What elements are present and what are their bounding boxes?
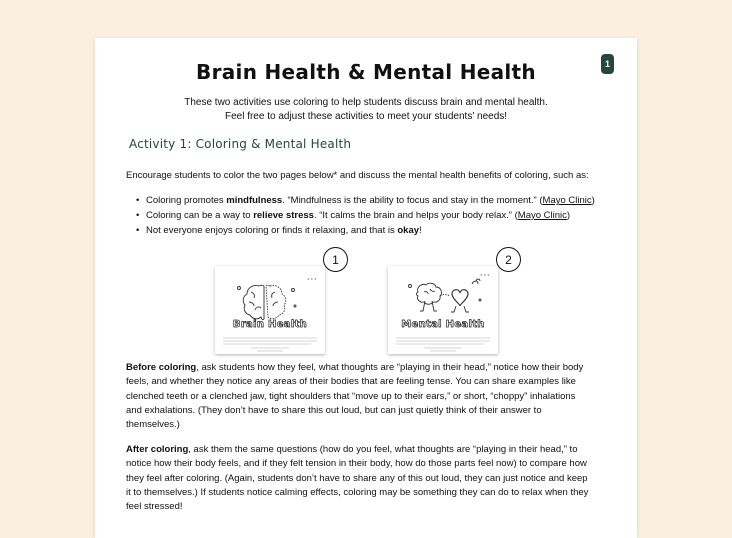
bullet-text: Coloring promotes [146, 195, 227, 206]
page-title: Brain Health & Mental Health [196, 60, 536, 84]
bullet-text: Not everyone enjoys coloring or finds it relaxing, and that is [146, 225, 398, 236]
paragraph-line: notice how their body feels, and if they felt tension in their body, how do those parts feel now) to compare how [126, 458, 587, 470]
paragraph-line: feels, and whether they notice any areas of their bodies that are feeling tense. You can share examples like [126, 376, 576, 388]
paragraph-text: , ask students how they feel, what thoughts are “playing in their head,” notice how their body [196, 362, 584, 373]
before-coloring-paragraph [126, 361, 610, 432]
intro-text [95, 96, 637, 123]
thumbnail-number-badge: 2 [496, 247, 521, 272]
paragraph-line: feel stressed! [126, 501, 183, 513]
activity-heading: Activity 1: Coloring & Mental Health [129, 137, 352, 151]
benefits-list [136, 193, 595, 238]
bullet-text: ! [419, 225, 422, 236]
page-number-badge: 1 [601, 54, 614, 74]
bullet-emphasis: relieve stress [253, 210, 314, 221]
bullet-text: ) [591, 195, 595, 206]
paragraph-line: and exhalations. (They don’t have to share this out loud, but can just quietly think of their answer to [126, 404, 542, 416]
paragraph-line: they feel after coloring. (Again, students don’t have to share any of this out loud, they can just notice and keep [126, 472, 588, 484]
paragraph-line [126, 361, 610, 375]
list-item [136, 193, 595, 208]
source-link-mayo-clinic[interactable]: Mayo Clinic [542, 195, 592, 206]
bullet-text: ) [566, 210, 571, 221]
coloring-page-thumbnail-1[interactable] [215, 266, 325, 354]
paragraph-line [126, 443, 610, 457]
activity-lead: Encourage students to color the two pages below* and discuss the mental health benefits of coloring, such as: [126, 170, 589, 181]
after-coloring-paragraph [126, 443, 610, 514]
svg-text:★ ★ ★: ★ ★ ★ [307, 277, 317, 281]
list-item [136, 223, 595, 238]
coloring-page-thumbnail-2[interactable] [388, 266, 498, 354]
paragraph-line: it to themselves.) If students notice calming effects, coloring may be something they can do to relax when they [126, 486, 589, 498]
paragraph-text: , ask them the same questions (how do you feel, what thoughts are “playing in their head,” to [188, 444, 578, 455]
bullet-emphasis: okay [397, 225, 420, 236]
thumbnail-number-badge: 1 [323, 247, 348, 272]
bullet-emphasis: mindfulness [226, 195, 283, 206]
bullet-text: Coloring can be a way to [146, 210, 254, 221]
thumbnail-title: Brain Health [232, 319, 308, 330]
paragraph-emphasis: Before coloring [126, 362, 197, 373]
brain-heart-illustration-icon [388, 266, 498, 354]
paragraph-line: themselves.) [126, 419, 180, 431]
source-link-mayo-clinic[interactable]: Mayo Clinic [517, 210, 567, 221]
paragraph-line: clenched teeth or a clenched jaw, tight shoulders that “move up to their ears,” or short, “choppy” inhalations [126, 390, 576, 402]
list-item [136, 208, 595, 223]
svg-text:★ ★ ★: ★ ★ ★ [480, 273, 490, 277]
thumbnail-title: Mental Health [401, 319, 485, 330]
intro-line: These two activities use coloring to help students discuss brain and mental health. [184, 97, 548, 108]
document-page [95, 38, 637, 538]
paragraph-emphasis: After coloring [126, 444, 189, 455]
bullet-text: . “Mindfulness is the ability to focus and stay in the moment.” ( [282, 195, 543, 206]
bullet-text: . “It calms the brain and helps your body relax.” ( [313, 210, 518, 221]
brain-illustration-icon [215, 266, 325, 354]
intro-line: Feel free to adjust these activities to meet your students' needs! [224, 110, 508, 122]
